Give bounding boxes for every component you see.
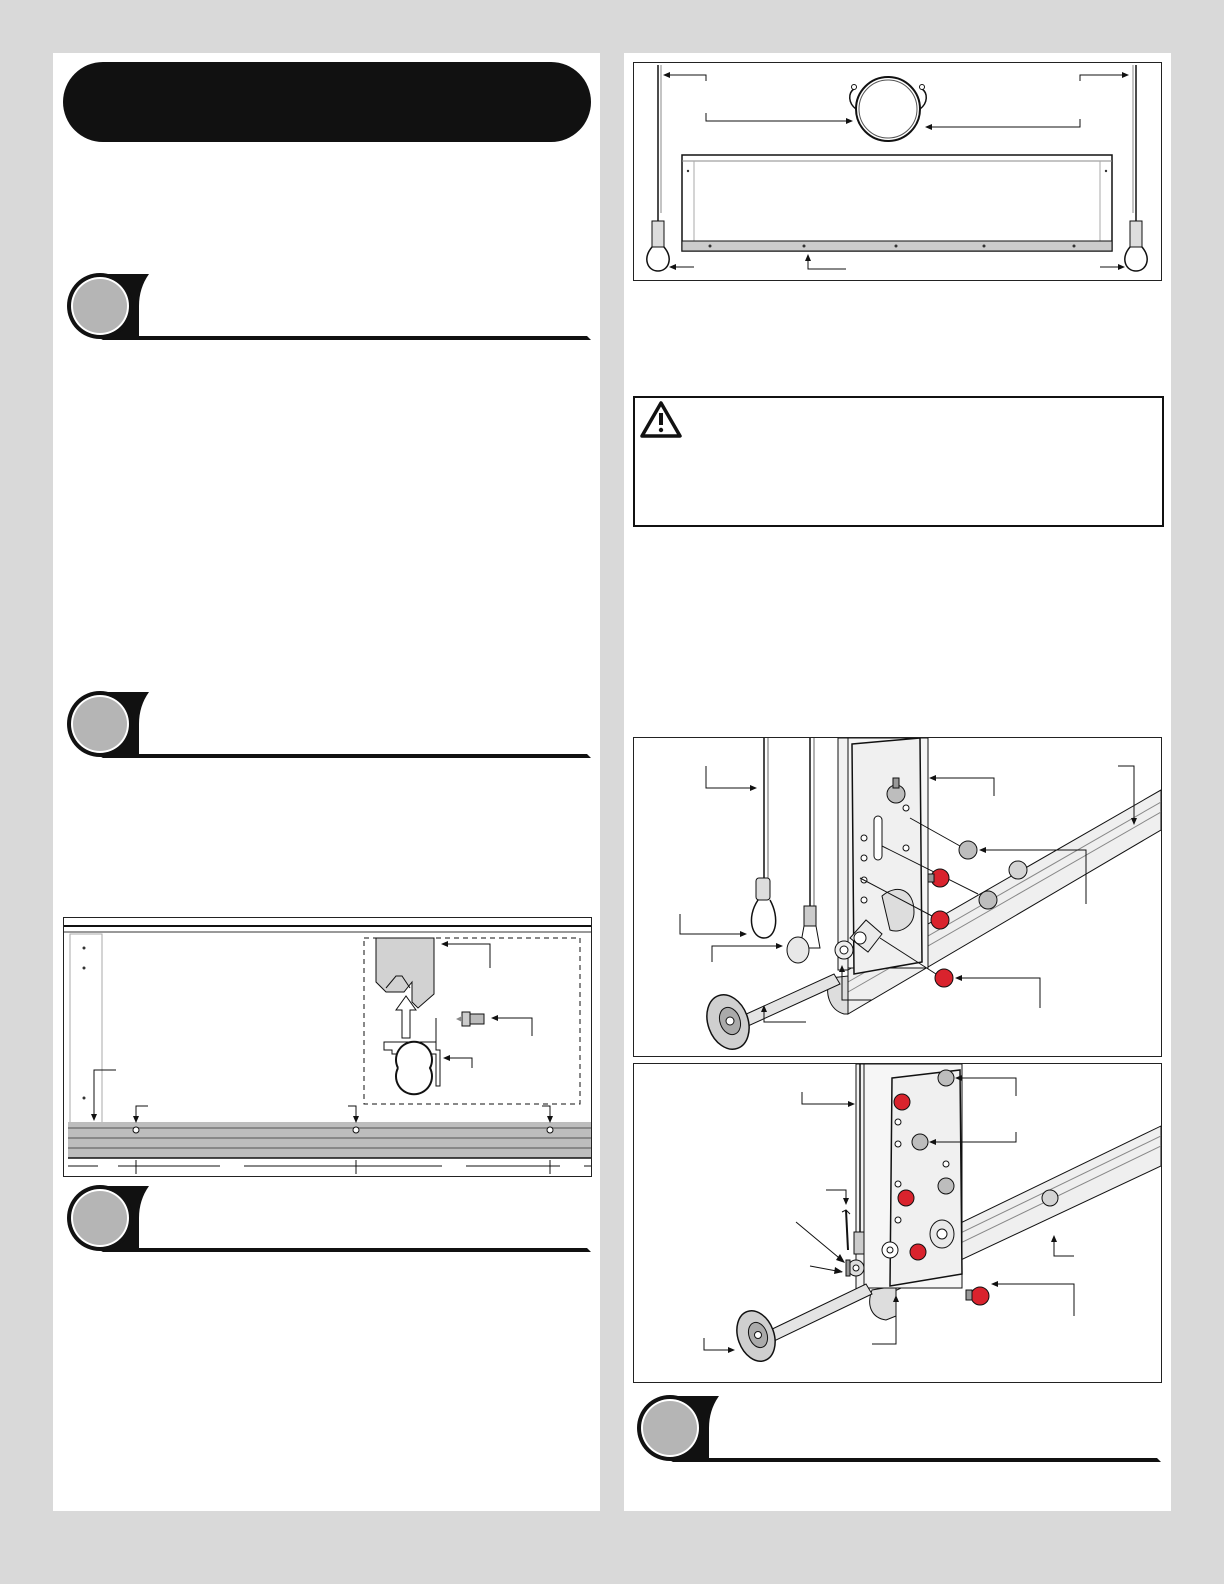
bottom-section-figure: [63, 917, 592, 1177]
step-badge-2: [63, 686, 591, 762]
warning-triangle-icon: [639, 400, 683, 440]
step-badge-1: [63, 268, 591, 344]
step-badge-3: [63, 1180, 591, 1256]
step-badge-4: [633, 1390, 1161, 1466]
bottom-bracket-exploded-figure: [633, 737, 1162, 1057]
lift-cable-figure: [633, 62, 1162, 281]
warning-box: [633, 396, 1164, 527]
section-header: [63, 62, 591, 142]
bottom-bracket-assembled-figure: [633, 1063, 1162, 1383]
